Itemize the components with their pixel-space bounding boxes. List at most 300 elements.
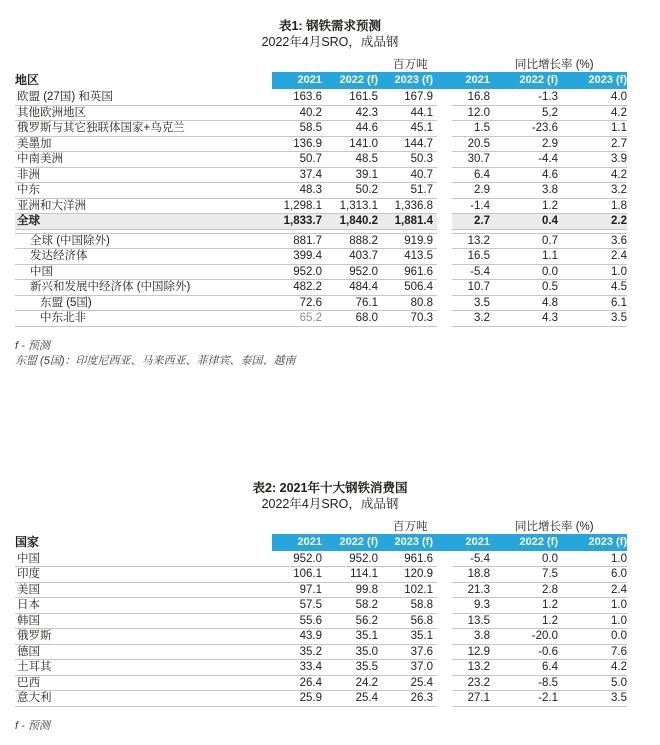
cell-value: -23.6 — [531, 122, 558, 134]
cell-value: 42.3 — [355, 106, 378, 119]
cell-value: 80.8 — [410, 296, 433, 309]
row-right-segment — [452, 214, 627, 230]
cell-value: 1.2 — [542, 199, 558, 212]
cell-value: 2.8 — [542, 583, 558, 596]
column-gap — [437, 214, 452, 230]
table2-subtitle: 2022年4月SRO，成品钢 — [261, 496, 399, 511]
cell-value: 25.4 — [355, 692, 378, 704]
table-row — [15, 660, 660, 676]
row-label: 发达经济体 — [30, 250, 88, 262]
table-row — [15, 552, 660, 568]
column-gap — [437, 676, 452, 692]
row-right-segment — [452, 691, 627, 707]
table-row — [15, 280, 660, 296]
row-right-segment — [452, 660, 627, 676]
row-label: 其他欧洲地区 — [17, 106, 86, 119]
cell-value: 3.5 — [474, 296, 490, 309]
cell-value: 3.8 — [542, 184, 558, 196]
footnote-asean: 东盟 (5国)：印度尼西亚、马来西亚、菲律宾、泰国、越南 — [15, 355, 296, 367]
cell-value: 0.5 — [542, 281, 558, 293]
cell-value: 27.1 — [467, 692, 490, 704]
column-gap — [437, 90, 452, 106]
column-gap — [437, 311, 452, 327]
row-right-segment — [452, 106, 627, 122]
table1-group-labels — [15, 56, 660, 72]
cell-value: 56.2 — [355, 614, 378, 627]
row-right-segment — [452, 280, 627, 296]
cell-value: 4.2 — [611, 168, 627, 181]
row-label: 俄罗斯 — [17, 630, 52, 642]
row-right-segment — [452, 168, 627, 184]
cell-value: 48.5 — [355, 153, 378, 165]
cell-value: 114.1 — [350, 568, 378, 580]
table-row — [15, 583, 660, 599]
row-left-segment — [15, 311, 437, 327]
cell-value: 56.8 — [410, 614, 433, 627]
cell-value: 3.9 — [611, 153, 627, 165]
table-row — [15, 168, 660, 184]
col-header: 2022 (f) — [339, 535, 378, 548]
cell-value: 1.0 — [611, 614, 627, 627]
cell-value: 57.5 — [299, 599, 322, 611]
cell-value: 6.4 — [542, 661, 558, 673]
row-label: 全球 — [17, 215, 40, 227]
column-gap — [437, 280, 452, 296]
table1-footnotes — [15, 339, 660, 370]
cell-value: 2.9 — [474, 184, 490, 196]
column-gap — [437, 249, 452, 265]
row-label: 新兴和发展中经济体 (中国除外) — [30, 281, 191, 293]
cell-value: 4.8 — [542, 296, 558, 309]
row-right-segment — [452, 311, 627, 327]
cell-value: 141.0 — [349, 137, 378, 150]
cell-value: 1.2 — [542, 599, 558, 611]
cell-value: 952.0 — [293, 265, 322, 278]
cell-value: 20.5 — [467, 137, 490, 150]
column-gap — [437, 296, 452, 312]
column-gap — [437, 660, 452, 676]
cell-value: 44.6 — [355, 122, 378, 134]
cell-value: 1.8 — [611, 199, 627, 212]
row-right-segment — [452, 234, 627, 250]
col-header: 2023 (f) — [588, 535, 627, 548]
row-left-segment — [15, 168, 437, 184]
row-right-segment — [452, 583, 627, 599]
row-label: 中东北非 — [40, 312, 86, 324]
column-gap — [437, 567, 452, 583]
cell-value: 2.4 — [611, 583, 627, 596]
column-gap — [437, 183, 452, 199]
row-label: 俄罗斯与其它独联体国家+乌克兰 — [17, 122, 185, 134]
cell-value: 50.7 — [299, 153, 322, 165]
cell-value: 37.6 — [410, 645, 433, 658]
row-left-segment — [15, 214, 437, 230]
cell-value: 58.2 — [355, 599, 378, 611]
table2-header-row — [15, 534, 660, 551]
table-row — [15, 614, 660, 630]
cell-value: 506.4 — [404, 281, 433, 293]
cell-value: 120.9 — [404, 568, 433, 580]
table1-title: 表1: 钢铁需求预测 — [278, 19, 382, 33]
cell-value: 919.9 — [404, 234, 433, 247]
row-left-segment — [15, 691, 437, 707]
row-label: 土耳其 — [17, 661, 52, 673]
col-header: 2021 — [465, 74, 490, 86]
cell-value: 1.2 — [542, 614, 558, 627]
row-header-label: 地区 — [15, 73, 40, 87]
cell-value: 35.2 — [299, 645, 322, 658]
cell-value: 163.6 — [293, 91, 322, 103]
row-right-segment — [452, 614, 627, 630]
row-left-segment — [15, 567, 437, 583]
row-right-segment — [452, 676, 627, 692]
row-right-segment — [452, 90, 627, 106]
cell-value: 1.1 — [542, 250, 558, 262]
column-gap — [437, 152, 452, 168]
cell-value: -20.0 — [531, 630, 558, 642]
cell-value: 50.3 — [410, 153, 433, 165]
growth-group-label: 同比增长率 (%) — [515, 59, 594, 71]
row-label: 美墨加 — [17, 137, 52, 150]
column-gap — [437, 552, 452, 568]
cell-value: 48.3 — [299, 184, 322, 196]
row-right-segment — [452, 199, 627, 215]
row-left-segment — [15, 183, 437, 199]
row-right-segment — [452, 121, 627, 137]
table-row — [15, 249, 660, 265]
row-left-segment — [15, 676, 437, 692]
table-row — [15, 676, 660, 692]
row-label: 德国 — [17, 645, 40, 658]
cell-value: 26.3 — [410, 692, 433, 704]
cell-value: 45.1 — [410, 122, 433, 134]
cell-value: 5.2 — [542, 106, 558, 119]
unit-group-label: 百万吨 — [393, 59, 428, 71]
table-row — [15, 214, 660, 230]
col-header: 2022 (f) — [519, 535, 558, 548]
cell-value: 16.5 — [467, 250, 490, 262]
cell-value: -8.5 — [538, 676, 558, 689]
table-row — [15, 106, 660, 122]
cell-value: 1.0 — [611, 552, 627, 565]
row-left-segment — [15, 199, 437, 215]
col-header: 2023 (f) — [394, 74, 433, 86]
row-right-segment — [452, 265, 627, 281]
cell-value: 40.2 — [299, 106, 322, 119]
row-label: 中国 — [30, 265, 53, 278]
cell-value: 952.0 — [349, 552, 378, 565]
cell-value: 413.5 — [404, 250, 433, 262]
row-left-segment — [15, 137, 437, 153]
table-row — [15, 645, 660, 661]
cell-value: 39.1 — [355, 168, 378, 181]
cell-value: 3.8 — [474, 630, 490, 642]
cell-value: 25.4 — [410, 676, 433, 689]
table-row — [15, 137, 660, 153]
row-label: 印度 — [17, 568, 40, 580]
cell-value: 1.5 — [474, 122, 490, 134]
cell-value: 0.0 — [611, 630, 627, 642]
row-right-segment — [452, 645, 627, 661]
cell-value: 13.5 — [467, 614, 490, 627]
cell-value: 33.4 — [299, 661, 322, 673]
cell-value: 0.0 — [542, 265, 558, 278]
cell-value: 37.0 — [410, 661, 433, 673]
unit-group-label: 百万吨 — [393, 520, 428, 533]
cell-value: 1,833.7 — [283, 215, 322, 227]
cell-value: -0.6 — [538, 645, 558, 658]
row-header-label: 国家 — [15, 534, 40, 549]
row-right-segment — [452, 137, 627, 153]
cell-value: 10.7 — [467, 281, 490, 293]
row-left-segment — [15, 106, 437, 122]
cell-value: 1,298.1 — [283, 199, 322, 212]
col-header: 2021 — [297, 535, 322, 548]
table-row — [15, 567, 660, 583]
row-left-segment — [15, 265, 437, 281]
col-header: 2022 (f) — [519, 74, 558, 86]
cell-value: 3.6 — [611, 234, 627, 247]
cell-value: 35.1 — [410, 630, 433, 642]
cell-value: 1,313.1 — [339, 199, 378, 212]
column-gap — [437, 199, 452, 215]
cell-value: 37.4 — [299, 168, 322, 181]
table2-rows — [15, 552, 660, 707]
column-gap — [437, 265, 452, 281]
cell-value: 30.7 — [467, 153, 490, 165]
cell-value: 99.8 — [355, 583, 378, 596]
row-label: 中南美洲 — [17, 153, 63, 165]
cell-value: -2.1 — [538, 692, 558, 704]
cell-value: 12.9 — [467, 645, 490, 658]
cell-value: -4.4 — [538, 153, 558, 165]
cell-value: 482.2 — [293, 281, 322, 293]
cell-value: 484.4 — [349, 281, 378, 293]
table-row — [15, 121, 660, 137]
row-left-segment — [15, 583, 437, 599]
row-left-segment — [15, 645, 437, 661]
cell-value: 881.7 — [293, 234, 322, 247]
year-header-band — [272, 534, 627, 551]
row-label: 中东 — [17, 184, 40, 196]
row-label: 美国 — [17, 583, 40, 596]
footnote-forecast: f - 预测 — [15, 719, 50, 732]
cell-value: 1.0 — [611, 599, 627, 611]
cell-value: 72.6 — [299, 296, 322, 309]
cell-value: 44.1 — [410, 106, 433, 119]
row-label: 全球 (中国除外) — [30, 234, 110, 247]
cell-value: 403.7 — [349, 250, 378, 262]
cell-value: 51.7 — [410, 184, 433, 196]
table-row — [15, 199, 660, 215]
cell-value: 0.7 — [542, 234, 558, 247]
cell-value: 65.2 — [299, 312, 322, 324]
col-header: 2023 (f) — [588, 74, 627, 86]
cell-value: 0.0 — [542, 552, 558, 565]
table-row — [15, 183, 660, 199]
cell-value: 888.2 — [349, 234, 378, 247]
table1-subtitle: 2022年4月SRO，成品钢 — [261, 35, 399, 49]
cell-value: 2.7 — [611, 137, 627, 150]
column-gap — [437, 629, 452, 645]
column-gap — [437, 691, 452, 707]
cell-value: 1,336.8 — [394, 199, 433, 212]
cell-value: 3.5 — [611, 692, 627, 704]
table-row — [15, 629, 660, 645]
cell-value: 16.8 — [467, 91, 490, 103]
cell-value: 136.9 — [293, 137, 322, 150]
table-row — [15, 296, 660, 312]
cell-value: 6.4 — [474, 168, 490, 181]
cell-value: 399.4 — [293, 250, 322, 262]
table2-footnotes — [15, 719, 660, 735]
column-gap — [437, 598, 452, 614]
cell-value: 952.0 — [293, 552, 322, 565]
cell-value: 6.0 — [611, 568, 627, 580]
cell-value: 9.3 — [474, 599, 490, 611]
row-left-segment — [15, 552, 437, 568]
cell-value: 40.7 — [410, 168, 433, 181]
row-left-segment — [15, 280, 437, 296]
row-right-segment — [452, 183, 627, 199]
row-left-segment — [15, 629, 437, 645]
cell-value: 13.2 — [467, 661, 490, 673]
cell-value: 58.8 — [410, 599, 433, 611]
cell-value: 4.2 — [611, 661, 627, 673]
growth-group-label: 同比增长率 (%) — [515, 520, 594, 533]
row-label: 非洲 — [17, 168, 40, 181]
col-header: 2022 (f) — [339, 74, 378, 86]
cell-value: 76.1 — [355, 296, 378, 309]
column-gap — [437, 168, 452, 184]
cell-value: 3.5 — [611, 312, 627, 324]
row-right-segment — [452, 567, 627, 583]
column-gap — [437, 645, 452, 661]
row-label: 欧盟 (27国) 和英国 — [17, 91, 113, 103]
table-row — [15, 691, 660, 707]
column-gap — [437, 106, 452, 122]
cell-value: 4.3 — [542, 312, 558, 324]
row-left-segment — [15, 660, 437, 676]
row-left-segment — [15, 598, 437, 614]
cell-value: 35.5 — [355, 661, 378, 673]
row-label: 东盟 (5国) — [40, 296, 92, 309]
col-header: 2023 (f) — [394, 535, 433, 548]
row-left-segment — [15, 152, 437, 168]
row-label: 意大利 — [17, 692, 52, 704]
row-right-segment — [452, 152, 627, 168]
row-left-segment — [15, 296, 437, 312]
row-left-segment — [15, 234, 437, 250]
cell-value: -5.4 — [470, 265, 490, 278]
cell-value: 7.6 — [611, 645, 627, 658]
cell-value: 6.1 — [611, 296, 627, 309]
column-gap — [437, 583, 452, 599]
cell-value: 68.0 — [355, 312, 378, 324]
cell-value: 70.3 — [410, 312, 433, 324]
table2-title: 表2: 2021年十大钢铁消费国 — [252, 480, 408, 495]
table-row — [15, 265, 660, 281]
row-label: 韩国 — [17, 614, 40, 627]
table-row — [15, 311, 660, 327]
table2-group-labels — [15, 518, 660, 534]
cell-value: 1,881.4 — [394, 215, 433, 227]
table2-block — [0, 480, 660, 735]
table-row — [15, 598, 660, 614]
cell-value: 97.1 — [299, 583, 322, 596]
cell-value: 961.6 — [404, 265, 433, 278]
table-row — [15, 152, 660, 168]
year-header-band — [272, 72, 627, 89]
cell-value: 13.2 — [467, 234, 490, 247]
cell-value: 2.9 — [542, 137, 558, 150]
table1-header-row — [15, 72, 660, 89]
cell-value: 4.5 — [611, 281, 627, 293]
table1-block — [0, 0, 660, 370]
cell-value: 161.5 — [349, 91, 378, 103]
cell-value: -1.3 — [538, 91, 558, 103]
table-row — [15, 234, 660, 250]
row-left-segment — [15, 614, 437, 630]
row-label: 巴西 — [17, 676, 40, 689]
cell-value: 21.3 — [467, 583, 490, 596]
cell-value: 7.5 — [542, 568, 558, 580]
row-left-segment — [15, 121, 437, 137]
row-left-segment — [15, 90, 437, 106]
cell-value: 55.6 — [299, 614, 322, 627]
cell-value: 3.2 — [611, 184, 627, 196]
cell-value: 26.4 — [299, 676, 322, 689]
cell-value: 58.5 — [299, 122, 322, 134]
cell-value: 167.9 — [404, 91, 433, 103]
cell-value: 4.0 — [611, 91, 627, 103]
row-right-segment — [452, 296, 627, 312]
cell-value: 1.1 — [611, 122, 627, 134]
row-label: 亚洲和大洋洲 — [17, 199, 86, 212]
cell-value: 0.4 — [542, 215, 558, 227]
cell-value: 952.0 — [349, 265, 378, 278]
cell-value: 18.8 — [467, 568, 490, 580]
cell-value: 25.9 — [299, 692, 322, 704]
column-gap — [437, 614, 452, 630]
cell-value: 1.0 — [611, 265, 627, 278]
cell-value: 144.7 — [404, 137, 433, 150]
cell-value: 4.6 — [542, 168, 558, 181]
row-left-segment — [15, 249, 437, 265]
table1-rows — [15, 90, 660, 327]
cell-value: -5.4 — [470, 552, 490, 565]
col-header: 2021 — [465, 535, 490, 548]
cell-value: 106.1 — [293, 568, 322, 580]
column-gap — [437, 234, 452, 250]
cell-value: 35.0 — [355, 645, 378, 658]
row-right-segment — [452, 629, 627, 645]
cell-value: 1,840.2 — [339, 215, 378, 227]
cell-value: 50.2 — [355, 184, 378, 196]
col-header: 2021 — [297, 74, 322, 86]
cell-value: 2.7 — [474, 215, 490, 227]
row-right-segment — [452, 249, 627, 265]
cell-value: 24.2 — [355, 676, 378, 689]
column-gap — [437, 121, 452, 137]
cell-value: 2.4 — [611, 250, 627, 262]
cell-value: 3.2 — [474, 312, 490, 324]
cell-value: 43.9 — [299, 630, 322, 642]
cell-value: 102.1 — [404, 583, 433, 596]
cell-value: 4.2 — [611, 106, 627, 119]
cell-value: 5.0 — [611, 676, 627, 689]
row-right-segment — [452, 552, 627, 568]
